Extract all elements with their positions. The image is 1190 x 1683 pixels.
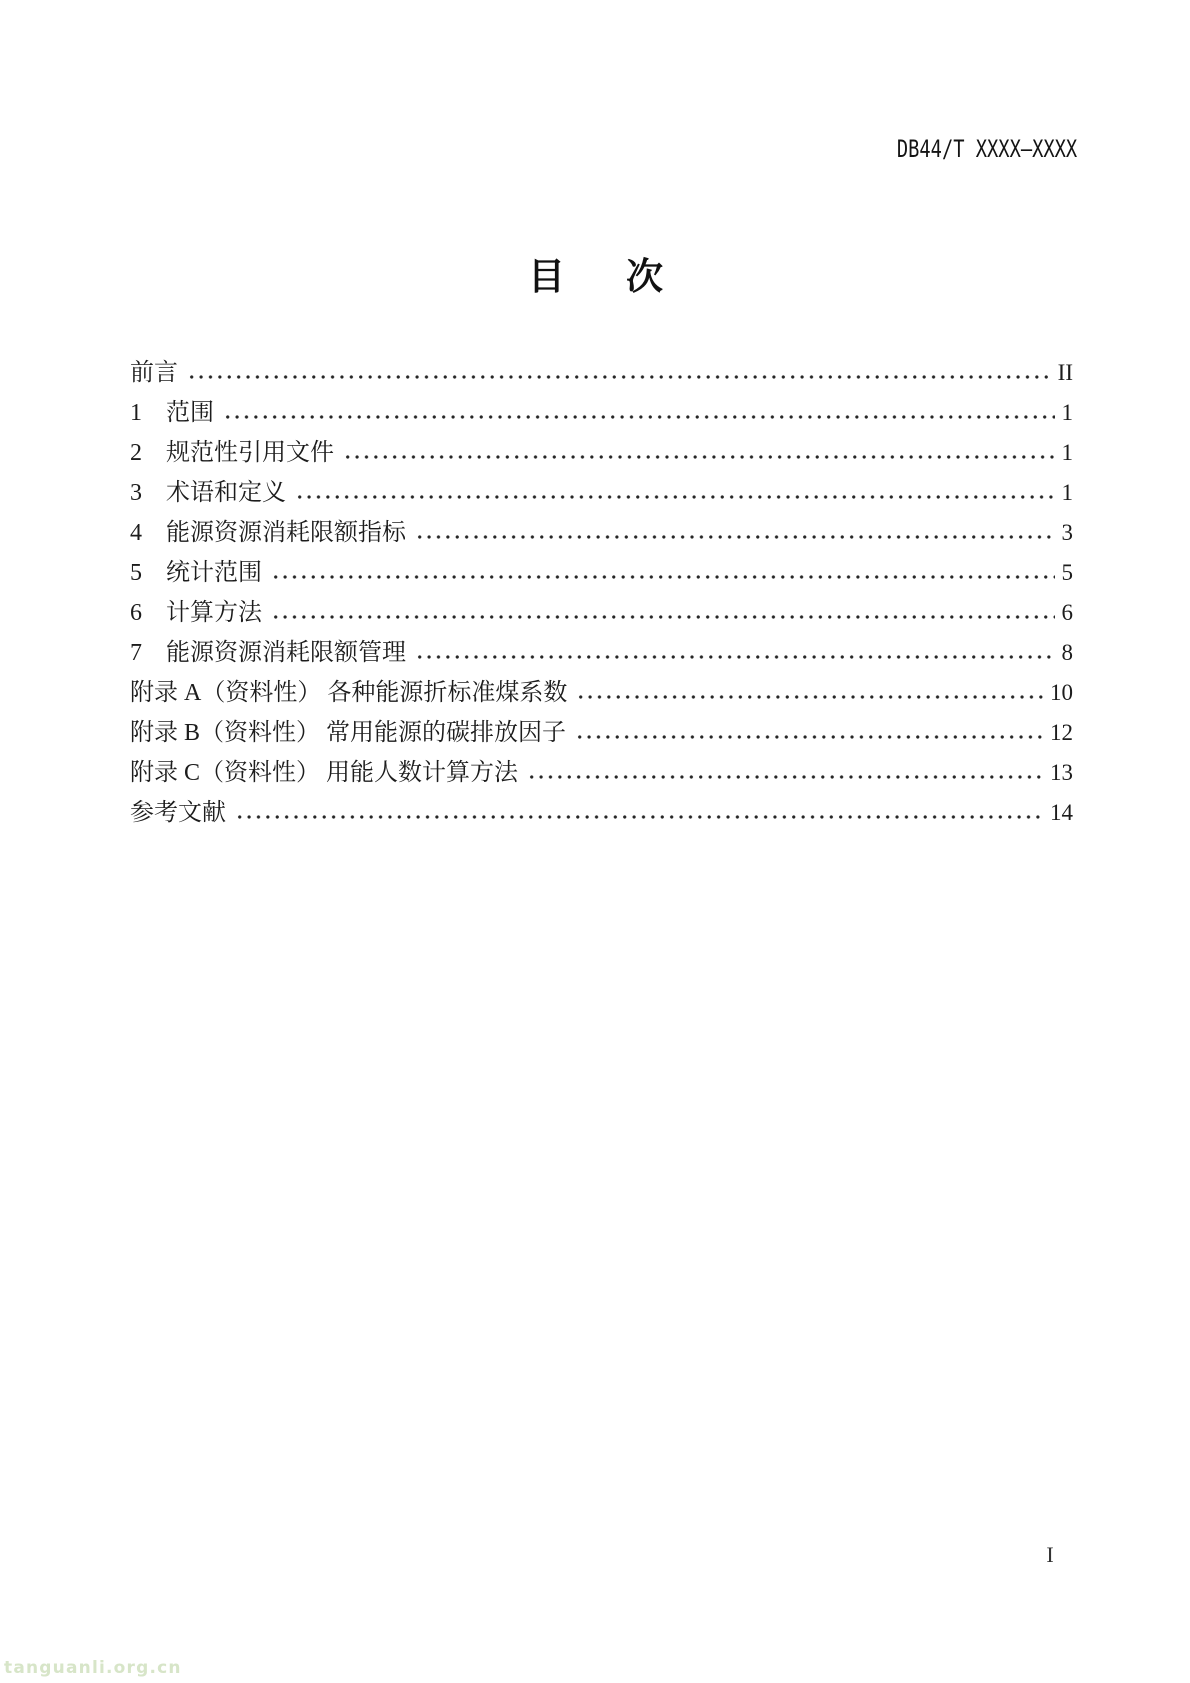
toc-page-number: 5: [1061, 560, 1073, 585]
toc-page-number: II: [1057, 360, 1073, 385]
table-of-contents: [130, 353, 1073, 833]
toc-entry: [130, 793, 1073, 833]
toc-leader-dots: [527, 774, 1043, 780]
toc-entry: [130, 393, 1073, 433]
toc-leader-dots: [223, 414, 1055, 420]
toc-entry: [130, 753, 1073, 793]
toc-entry: [130, 633, 1073, 673]
toc-entry: [130, 553, 1073, 593]
toc-entry-label: 附录 A（资料性） 各种能源折标准煤系数: [130, 680, 568, 706]
toc-entry: [130, 473, 1073, 513]
toc-page-number: 10: [1050, 680, 1073, 705]
toc-leader-dots: [271, 574, 1055, 580]
toc-leader-dots: [187, 374, 1051, 380]
toc-page-number: 1: [1061, 440, 1073, 465]
toc-entry-label: 7 能源资源消耗限额管理: [130, 640, 406, 666]
toc-leader-dots: [271, 614, 1055, 620]
toc-page-number: 3: [1061, 520, 1073, 545]
toc-entry: [130, 673, 1073, 713]
toc-page-number: 8: [1061, 640, 1073, 665]
toc-entry-label: 参考文献: [130, 800, 226, 826]
toc-entry-label: 2 规范性引用文件: [130, 440, 334, 466]
toc-leader-dots: [415, 654, 1055, 660]
toc-entry-label: 1 范围: [130, 400, 214, 426]
toc-entry: [130, 433, 1073, 473]
toc-page-number: 1: [1061, 480, 1073, 505]
toc-page-number: 14: [1050, 800, 1073, 825]
toc-leader-dots: [295, 494, 1055, 500]
footer-page-number: I: [1046, 1542, 1054, 1567]
toc-page-number: 1: [1061, 400, 1073, 425]
toc-leader-dots: [343, 454, 1055, 460]
toc-page-number: 12: [1050, 720, 1073, 745]
watermark-text: tanguanli.org.cn: [4, 1658, 182, 1678]
toc-entry-label: 附录 B（资料性） 常用能源的碳排放因子: [130, 720, 567, 746]
toc-entry: [130, 513, 1073, 553]
toc-page-number: 6: [1061, 600, 1073, 625]
toc-entry-label: 6 计算方法: [130, 600, 262, 626]
toc-leader-dots: [235, 814, 1043, 820]
toc-entry-label: 4 能源资源消耗限额指标: [130, 520, 406, 546]
page-title: 目 次: [528, 255, 675, 298]
toc-entry: [130, 593, 1073, 633]
toc-page-number: 13: [1050, 760, 1073, 785]
toc-entry-label: 5 统计范围: [130, 560, 262, 586]
toc-entry-label: 3 术语和定义: [130, 480, 286, 506]
toc-entry: [130, 713, 1073, 753]
toc-entry: [130, 353, 1073, 393]
toc-leader-dots: [415, 534, 1055, 540]
standard-code: DB44/T XXXX—XXXX: [896, 135, 1077, 163]
toc-entry-label: 附录 C（资料性） 用能人数计算方法: [130, 760, 519, 786]
toc-leader-dots: [575, 734, 1043, 740]
toc-leader-dots: [576, 694, 1043, 700]
toc-entry-label: 前言: [130, 360, 178, 386]
